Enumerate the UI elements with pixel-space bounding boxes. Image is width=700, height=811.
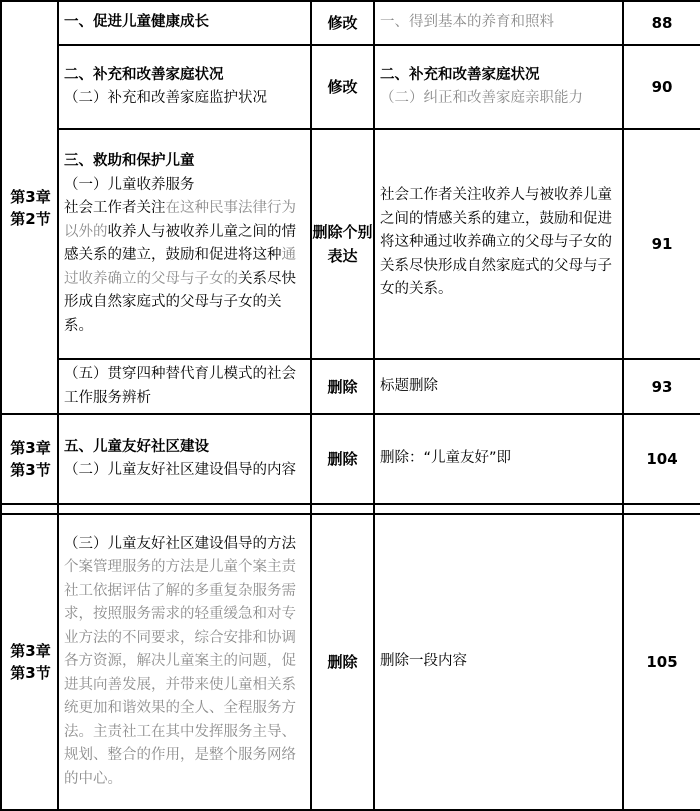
original-cell bbox=[58, 129, 311, 359]
original-subheading: （二）补充和改善家庭监护状况 bbox=[64, 90, 267, 106]
page-number: 90 bbox=[651, 78, 673, 96]
section-label: 第2节 bbox=[10, 209, 51, 228]
original-cell bbox=[58, 45, 311, 129]
original-heading: 一、促进儿童健康成长 bbox=[64, 14, 209, 31]
page-cell bbox=[623, 45, 700, 129]
revised-heading: 二、补充和改善家庭状况 bbox=[380, 66, 540, 83]
revised-text: 标题删除 bbox=[380, 377, 438, 394]
revised-cell bbox=[374, 359, 623, 414]
chapter-label: 第3章 bbox=[10, 439, 51, 457]
revised-cell bbox=[374, 414, 623, 504]
page-number: 93 bbox=[651, 377, 673, 396]
page-cell bbox=[623, 1, 700, 45]
operation-label: 修改 bbox=[327, 14, 358, 32]
revised-text: 删除：“儿童友好”即 bbox=[380, 450, 512, 467]
original-text: 社会工作者关注 bbox=[64, 200, 166, 216]
chapter-cell bbox=[1, 1, 58, 414]
revised-text: 社会工作者关注收养人与被收养儿童之间的情感关系的建立，鼓励和促进将这种通过收养确立的父母与子女的关系尽快形成自然家庭式的父母与子女的关系。 bbox=[380, 187, 612, 297]
original-text: （五）贯穿四种替代育儿模式的社会工作服务辨析 bbox=[64, 366, 296, 406]
operation-cell bbox=[311, 359, 374, 414]
original-cell bbox=[58, 359, 311, 414]
chapter-label: 第3章 bbox=[10, 642, 51, 660]
page-number: 105 bbox=[646, 653, 678, 671]
original-cell bbox=[58, 1, 311, 45]
page-number: 104 bbox=[646, 450, 678, 468]
operation-cell bbox=[311, 129, 374, 359]
original-subheading: （一）儿童收养服务 bbox=[64, 176, 195, 193]
page-cell bbox=[623, 129, 700, 359]
original-subheading: （二）儿童友好社区建设倡导的内容 bbox=[64, 462, 296, 478]
table-spacer-row bbox=[1, 504, 700, 514]
original-heading: 五、儿童友好社区建设 bbox=[64, 438, 209, 455]
operation-cell bbox=[311, 514, 374, 810]
spacer-cell bbox=[1, 504, 58, 514]
spacer-cell bbox=[623, 504, 700, 514]
section-label: 第3节 bbox=[10, 461, 51, 479]
original-subheading: （三）儿童友好社区建设倡导的方法 bbox=[64, 535, 296, 552]
operation-label: 删除个别表达 bbox=[312, 223, 373, 265]
spacer-cell bbox=[374, 504, 623, 514]
section-label: 第3节 bbox=[10, 664, 51, 682]
original-cell bbox=[58, 414, 311, 504]
operation-label: 修改 bbox=[327, 78, 358, 96]
page-cell bbox=[623, 414, 700, 504]
spacer-cell bbox=[58, 504, 311, 514]
revised-cell bbox=[374, 45, 623, 129]
revised-subheading: （二）纠正和改善家庭亲职能力 bbox=[380, 90, 583, 106]
original-heading: 三、救助和保护儿童 bbox=[64, 153, 195, 169]
page-number: 88 bbox=[651, 14, 673, 32]
operation-label: 删除 bbox=[327, 450, 358, 468]
original-cell bbox=[58, 514, 311, 810]
page-cell bbox=[623, 359, 700, 414]
revised-cell bbox=[374, 514, 623, 810]
original-deleted-text: 通过收养确立的父母与子女的 bbox=[64, 247, 296, 287]
table-row bbox=[1, 414, 700, 504]
chapter-cell bbox=[1, 514, 58, 810]
table-row bbox=[1, 359, 700, 414]
operation-cell bbox=[311, 414, 374, 504]
operation-cell bbox=[311, 45, 374, 129]
table-row bbox=[1, 1, 700, 45]
chapter-label: 第3章 bbox=[10, 187, 51, 206]
page-number: 91 bbox=[651, 235, 673, 253]
original-text: 关系尽快形成自然家庭式的父母与子女的关系。 bbox=[64, 270, 296, 334]
operation-label: 删除 bbox=[327, 377, 358, 396]
original-deleted-text: 在这种民事法律行为以外的 bbox=[64, 200, 296, 240]
revised-text: 删除一段内容 bbox=[380, 653, 467, 670]
original-deleted-text: 个案管理服务的方法是儿童个案主责社工依据评估了解的多重复杂服务需求，按照服务需求的轻重缓急和对专业方法的不同要求，综合安排和协调各方资源，解决儿童案主的问题，促进其向善发展，并带来使儿童相关系统更加和谐效果的全人、全程服务方法。主责社工在其中发挥服务主导、规划、整合的作用，是整个服务网络的中心。 bbox=[64, 559, 296, 787]
table-row bbox=[1, 514, 700, 810]
operation-cell bbox=[311, 1, 374, 45]
operation-label: 删除 bbox=[327, 653, 358, 671]
revised-cell bbox=[374, 129, 623, 359]
spacer-cell bbox=[311, 504, 374, 514]
chapter-cell bbox=[1, 414, 58, 504]
revised-cell bbox=[374, 1, 623, 45]
revised-text: 一、得到基本的养育和照料 bbox=[380, 14, 554, 31]
table-row bbox=[1, 129, 700, 359]
table-row bbox=[1, 45, 700, 129]
original-text: 收养人与被收养儿童之间的情感关系的建立，鼓励和促进将这种 bbox=[64, 223, 296, 263]
page-cell bbox=[623, 514, 700, 810]
original-heading: 二、补充和改善家庭状况 bbox=[64, 66, 224, 83]
